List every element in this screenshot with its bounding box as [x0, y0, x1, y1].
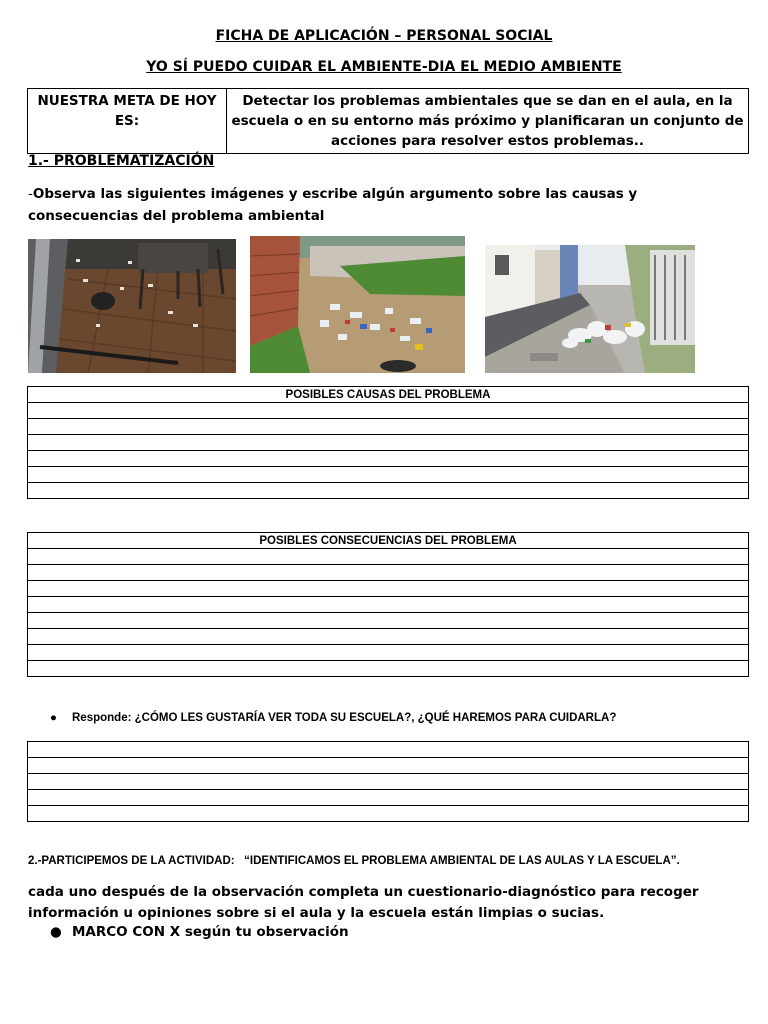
question-bullet: [50, 712, 616, 724]
vacant-lot-garbage-photo: [250, 236, 465, 373]
consequences-line[interactable]: [28, 597, 749, 613]
response-line[interactable]: [28, 790, 749, 806]
bullet-icon: ●: [50, 924, 62, 940]
consequences-line[interactable]: [28, 581, 749, 597]
response-line[interactable]: [28, 774, 749, 790]
causes-header: POSIBLES CAUSAS DEL PROBLEMA: [28, 387, 749, 403]
causes-line[interactable]: [28, 451, 749, 467]
street-garbage-photo: [485, 245, 695, 373]
response-table: [27, 741, 749, 822]
consequences-line[interactable]: [28, 565, 749, 581]
section2-paragraph: cada uno después de la observación completa un cuestionario-diagnóstico para recoger información u opiniones sobre si el aula y la escuela están limpias o sucias.: [28, 884, 699, 921]
causes-table: [27, 386, 749, 499]
response-line[interactable]: [28, 758, 749, 774]
causes-line[interactable]: [28, 467, 749, 483]
section1-heading: 1.- PROBLEMATIZACIÓN: [28, 153, 215, 169]
marco-bullet: [50, 924, 349, 940]
causes-line[interactable]: [28, 483, 749, 499]
goal-label: NUESTRA META DE HOY ES:: [28, 89, 227, 154]
consequences-line[interactable]: [28, 549, 749, 565]
causes-line[interactable]: [28, 403, 749, 419]
instruction-text: Observa las siguientes imágenes y escribe algún argumento sobre las causas y consecuencias del problema ambiental: [28, 186, 638, 224]
response-line[interactable]: [28, 742, 749, 758]
question-text: Responde: ¿CÓMO LES GUSTARÍA VER TODA SU ESCUELA?, ¿QUÉ HAREMOS PARA CUIDARLA?: [72, 712, 617, 724]
section1-instruction: [28, 183, 743, 227]
section2-heading: 2.-PARTICIPEMOS DE LA ACTIVIDAD: “IDENTIFICAMOS EL PROBLEMA AMBIENTAL DE LAS AULAS Y LA ESCUELA”.: [28, 855, 680, 867]
response-line[interactable]: [28, 806, 749, 822]
classroom-litter-photo: [28, 239, 236, 373]
goal-table: [27, 88, 749, 154]
causes-line[interactable]: [28, 435, 749, 451]
consequences-header: POSIBLES CONSECUENCIAS DEL PROBLEMA: [28, 533, 749, 549]
marco-text: MARCO CON X según tu observación: [72, 924, 349, 940]
consequences-line[interactable]: [28, 613, 749, 629]
goal-text: Detectar los problemas ambientales que se dan en el aula, en la escuela o en su entorno más próximo y planificaran un conjunto de acciones para resolver estos problemas..: [227, 89, 749, 154]
consequences-line[interactable]: [28, 645, 749, 661]
instruction-dash: -: [28, 186, 33, 202]
consequences-line[interactable]: [28, 661, 749, 677]
worksheet-title: FICHA DE APLICACIÓN – PERSONAL SOCIAL: [215, 28, 553, 44]
causes-line[interactable]: [28, 419, 749, 435]
consequences-line[interactable]: [28, 629, 749, 645]
worksheet-subtitle: YO SÍ PUEDO CUIDAR EL AMBIENTE-DIA EL MEDIO AMBIENTE: [146, 59, 622, 75]
bullet-icon: ●: [50, 712, 57, 724]
consequences-table: [27, 532, 749, 677]
